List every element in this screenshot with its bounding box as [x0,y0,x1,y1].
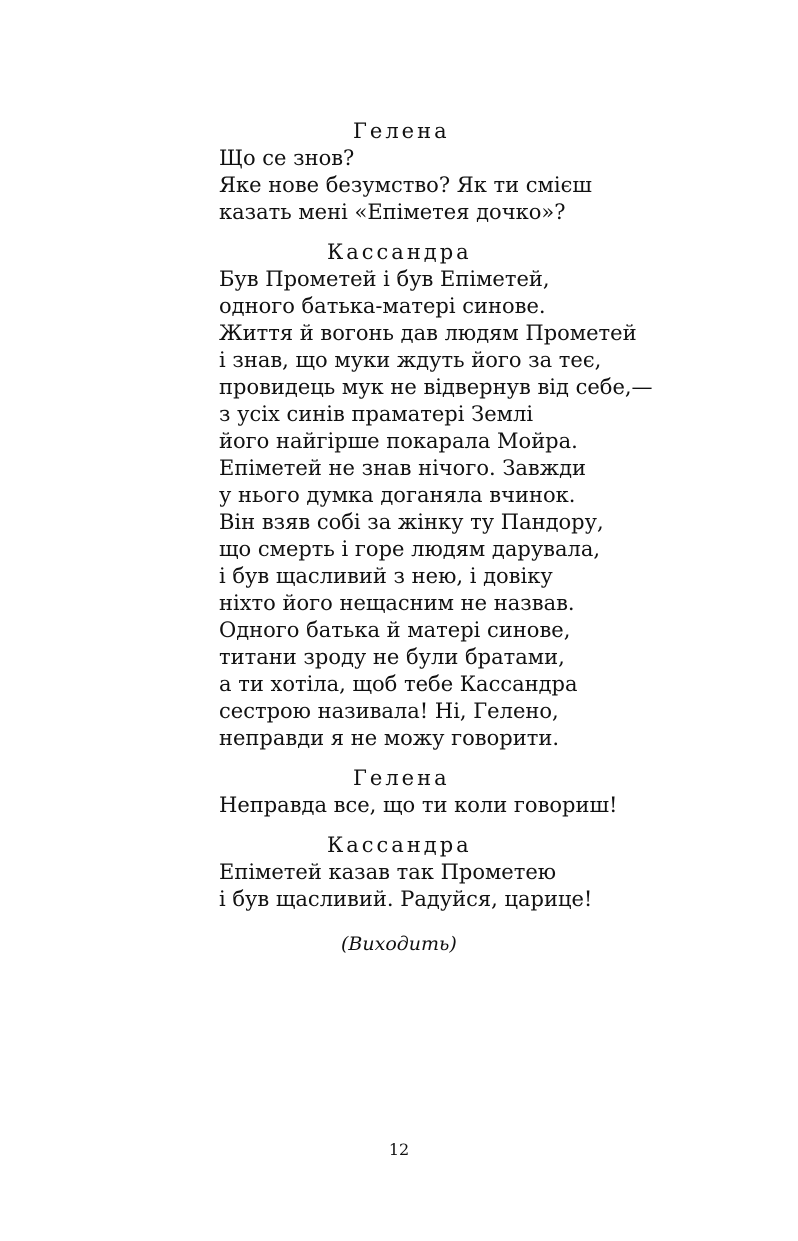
speech-block [219,792,699,819]
verse-line: і був щасливий. Радуйся, царице! [219,887,593,911]
verse-line: казать мені «Епіметея дочко»? [219,200,566,224]
speaker-name: Гелена [353,119,450,143]
speech-block [219,859,699,913]
speech-block [219,266,699,752]
block-gap [219,752,699,765]
stage-direction: (Виходить) [341,933,457,955]
speaker-name: Кассандра [327,240,472,264]
verse-line: ніхто його нещасним не назвав. [219,591,575,615]
verse-line: сестрою називала! Ні, Гелено, [219,699,559,723]
verse-line: а ти хотіла, щоб тебе Кассандра [219,672,578,696]
speaker-name: Гелена [353,766,450,790]
block-gap [219,819,699,832]
verse-line: провидець мук не відвернув від себе,— [219,375,653,399]
page-number: 12 [388,1140,410,1159]
verse-line: Одного батька й матері синове, [219,618,571,642]
verse-line: неправди я не можу говорити. [219,726,559,750]
dialogue-text [219,118,699,958]
speech-block [219,145,699,226]
verse-line: Епіметей казав так Прометею [219,860,557,884]
verse-line: його найгірше покарала Мойра. [219,429,578,453]
verse-line: у нього думка доганяла вчинок. [219,483,576,507]
speaker-name: Кассандра [327,833,472,857]
verse-line: і знав, що муки ждуть його за теє, [219,348,602,372]
verse-line: Життя й вогонь дав людям Прометей [219,321,637,345]
block-gap [219,226,699,239]
verse-line: Епіметей не знав нічого. Завжди [219,456,586,480]
verse-line: Він взяв собі за жінку ту Пандору, [219,510,604,534]
verse-line: з усіх синів праматері Землі [219,402,534,426]
verse-line: Неправда все, що ти коли говориш! [219,793,618,817]
verse-line: Яке нове безумство? Як ти смієш [219,173,592,197]
verse-line: одного батька-матері синове. [219,294,546,318]
verse-line: титани зроду не були братами, [219,645,565,669]
verse-line: Був Прометей і був Епіметей, [219,267,550,291]
verse-line: що смерть і горе людям дарувала, [219,537,601,561]
verse-line: Що се знов? [219,146,355,170]
verse-line: і був щасливий з нею, і довіку [219,564,553,588]
